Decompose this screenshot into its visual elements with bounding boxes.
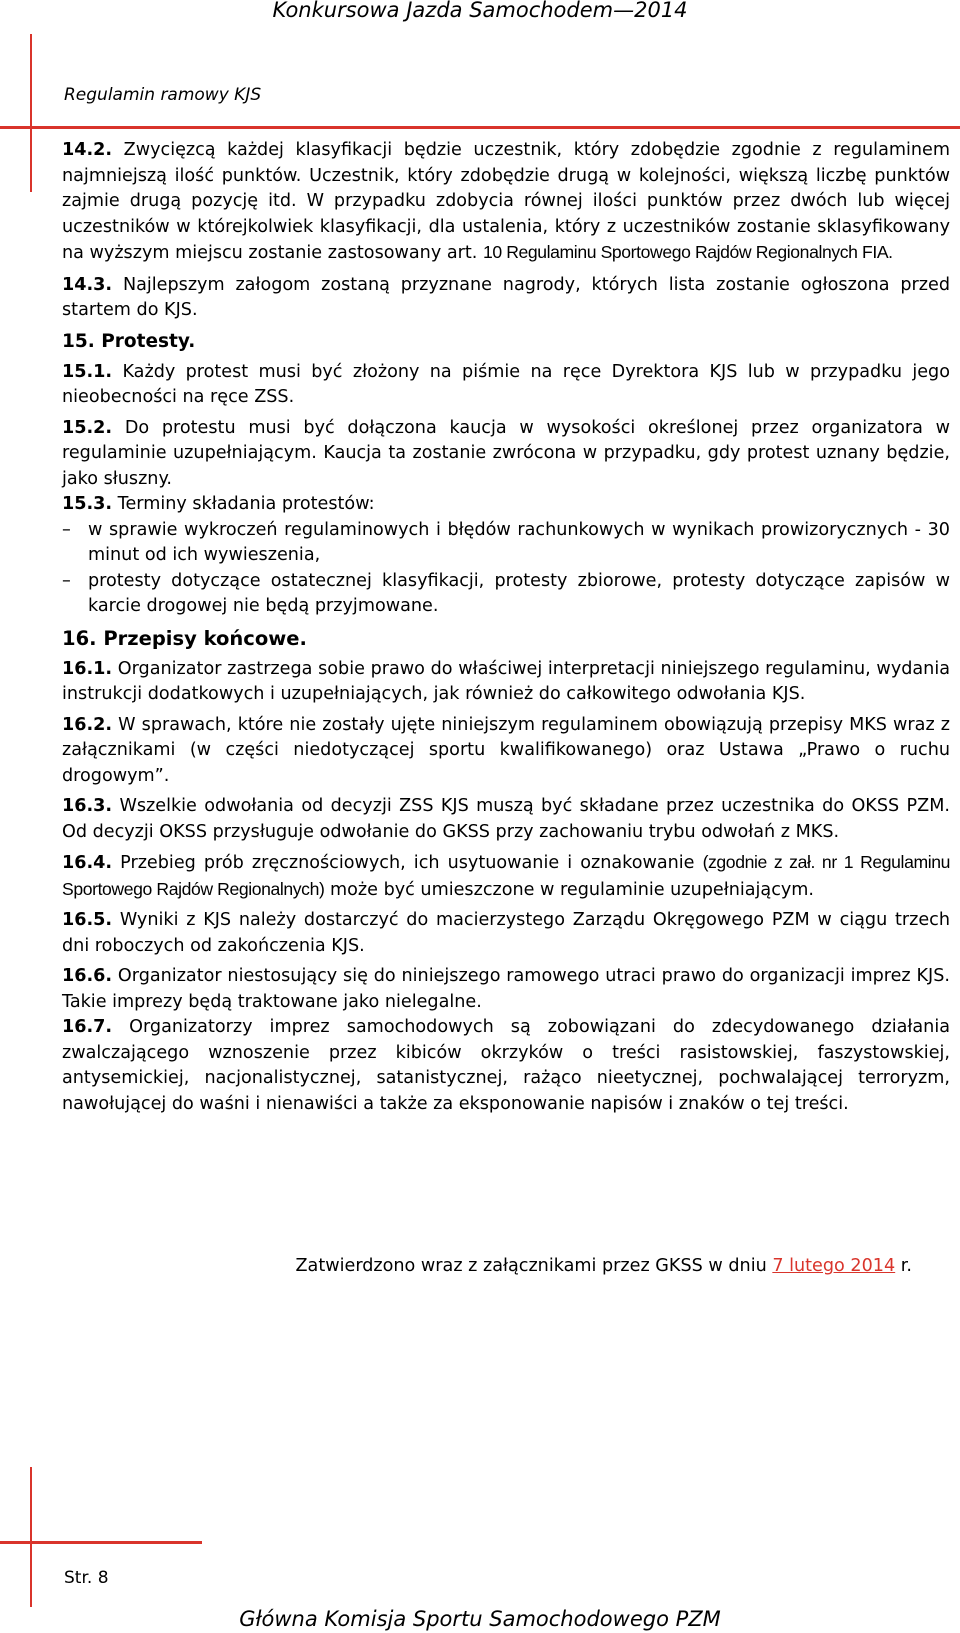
paragraph-16-2 (62, 713, 950, 790)
paragraph-16-5 (62, 908, 950, 959)
running-header: Konkursowa Jazda Samochodem—2014 (272, 0, 688, 22)
paragraph-16-7 (62, 1015, 950, 1117)
protest-deadlines-list (62, 518, 950, 620)
list-item-text: w sprawie wykroczeń regulaminowych i błędów rachunkowych w wynikach prowizorycznych - 30 minut od ich wywieszenia, (88, 519, 950, 565)
paragraph-text: Przebieg prób zręcznościowych, ich usytuowanie i oznakowanie (112, 853, 703, 873)
running-footer: Główna Komisja Sportu Samochodowego PZM (239, 1607, 721, 1631)
paragraph-15-3 (62, 492, 950, 518)
paragraph-number: 14.3. (62, 274, 113, 295)
paragraph-15-2 (62, 416, 950, 493)
paragraph-number: 16.6. (62, 966, 113, 986)
list-item (62, 518, 950, 569)
paragraph-number: 16.2. (62, 714, 113, 735)
paragraph-16-6 (62, 964, 950, 1015)
paragraph-text: Zwycięzcą każdej klasyfikacji będzie uczestnik, który zdobędzie zgodnie z regulaminem najmniejszą ilość punktów. Uczestnik, który zdobędzie drugą w kolejności, większą liczbę punktów zajmie drugą pozycję itd. W przypadku zdobycia równej ilości punktów przez dwóch lub więcej uczestników w którejkolwiek klasyfikacji, dla ustalenia, który z uczestników zostanie sklasyfikowany na wyższym miejscu zostanie zastosowany art. (62, 140, 950, 263)
paragraph-number: 15.3. (62, 494, 113, 514)
approval-date: 7 lutego 2014 (772, 1256, 896, 1276)
paragraph-number: 16.1. (62, 658, 113, 679)
paragraph-text: Organizatorzy imprez samochodowych są zobowiązani do zdecydowanego działania zwalczającego wznoszenie przez kibiców okrzyków o treści rasistowskiej, faszystowskiej, antysemickiej, nacjonalistycznej, satanistycznej, rażąco nieetycznej, pochwalającej terroryzm, nawołującej do waśni i nienawiści a także za eksponowanie napisów i znaków o tej treści. (62, 1017, 950, 1114)
document-body (62, 138, 950, 1117)
approval-suffix: r. (895, 1256, 912, 1276)
approval-text: Zatwierdzono wraz z załącznikami przez GKSS w dniu (295, 1256, 773, 1276)
paragraph-text: Każdy protest musi być złożony na piśmie na ręce Dyrektora KJS lub w przypadku jego nieobecności na ręce ZSS. (62, 361, 950, 407)
paragraph-text: Wyniki z KJS należy dostarczyć do macierzystego Zarządu Okręgowego PZM w ciągu trzech dni roboczych od zakończenia KJS. (62, 910, 950, 956)
paragraph-16-1 (62, 657, 950, 708)
paragraph-text: Najlepszym załogom zostaną przyznane nagrody, których lista zostanie ogłoszona przed startem do KJS. (62, 274, 950, 320)
list-item (62, 569, 950, 620)
paragraph-text-reference: 10 Regulaminu Sportowego Rajdów Regionalnych FIA. (482, 242, 893, 262)
approval-note (295, 1254, 912, 1279)
margin-rule-top (30, 34, 32, 192)
header-rule (0, 126, 960, 129)
paragraph-16-3 (62, 794, 950, 845)
dash-bullet: – (62, 570, 71, 591)
paragraph-text: Wszelkie odwołania od decyzji ZSS KJS muszą być składane przez uczestnika do OKSS PZM. Od decyzji OKSS przysługuje odwołanie do GKSS przy zachowaniu trybu odwołań z MKS. (62, 796, 950, 842)
paragraph-text: Terminy składania protestów: (112, 494, 375, 514)
paragraph-number: 16.4. (62, 853, 113, 873)
list-item-text: protesty dotyczące ostatecznej klasyfikacji, protesty zbiorowe, protesty dotyczące zapisów w karcie drogowej nie będą przyjmowane. (88, 570, 950, 616)
dash-bullet: – (62, 519, 71, 540)
paragraph-15-1 (62, 360, 950, 411)
paragraph-number: 16.3. (62, 796, 113, 816)
section-heading-16: 16. Przepisy końcowe. (62, 626, 307, 650)
paragraph-text: Organizator zastrzega sobie prawo do właściwej interpretacji niniejszego regulaminu, wydania instrukcji dodatkowych i uzupełniających, jak również do całkowitego odwołania KJS. (62, 658, 950, 704)
paragraph-text-reference: (zgodnie z zał. nr 1 Regulaminu Sportowego Rajdów Regionalnych) (62, 852, 950, 899)
paragraph-16-4 (62, 850, 950, 903)
paragraph-number: 14.2. (62, 140, 113, 160)
footer-rule (0, 1541, 202, 1544)
section-heading-15: 15. Protesty. (62, 330, 196, 352)
paragraph-number: 16.5. (62, 910, 113, 930)
paragraph-number: 16.7. (62, 1017, 113, 1037)
paragraph-text: Do protestu musi być dołączona kaucja w wysokości określonej przez organizatora w regulaminie uzupełniającym. Kaucja ta zostanie zwrócona w przypadku, gdy protest uznany będzie, jako słuszny. (62, 417, 950, 489)
document-title: Regulamin ramowy KJS (64, 85, 262, 105)
paragraph-text: W sprawach, które nie zostały ujęte niniejszym regulaminem obowiązują przepisy MKS wraz z załącznikami (w części niedotyczącej sportu kwalifikowanego) oraz Ustawa „Prawo o ruchu drogowym”. (62, 714, 950, 786)
paragraph-number: 15.1. (62, 361, 113, 382)
page-number: Str. 8 (64, 1568, 109, 1588)
paragraph-text: może być umieszczone w regulaminie uzupełniającym. (324, 879, 815, 900)
paragraph-14-2 (62, 138, 950, 267)
paragraph-text: Organizator niestosujący się do niniejszego ramowego utraci prawo do organizacji imprez KJS. Takie imprezy będą traktowane jako nielegalne. (62, 966, 950, 1012)
paragraph-14-3 (62, 273, 950, 324)
margin-rule-bottom (30, 1467, 32, 1607)
paragraph-number: 15.2. (62, 417, 113, 438)
